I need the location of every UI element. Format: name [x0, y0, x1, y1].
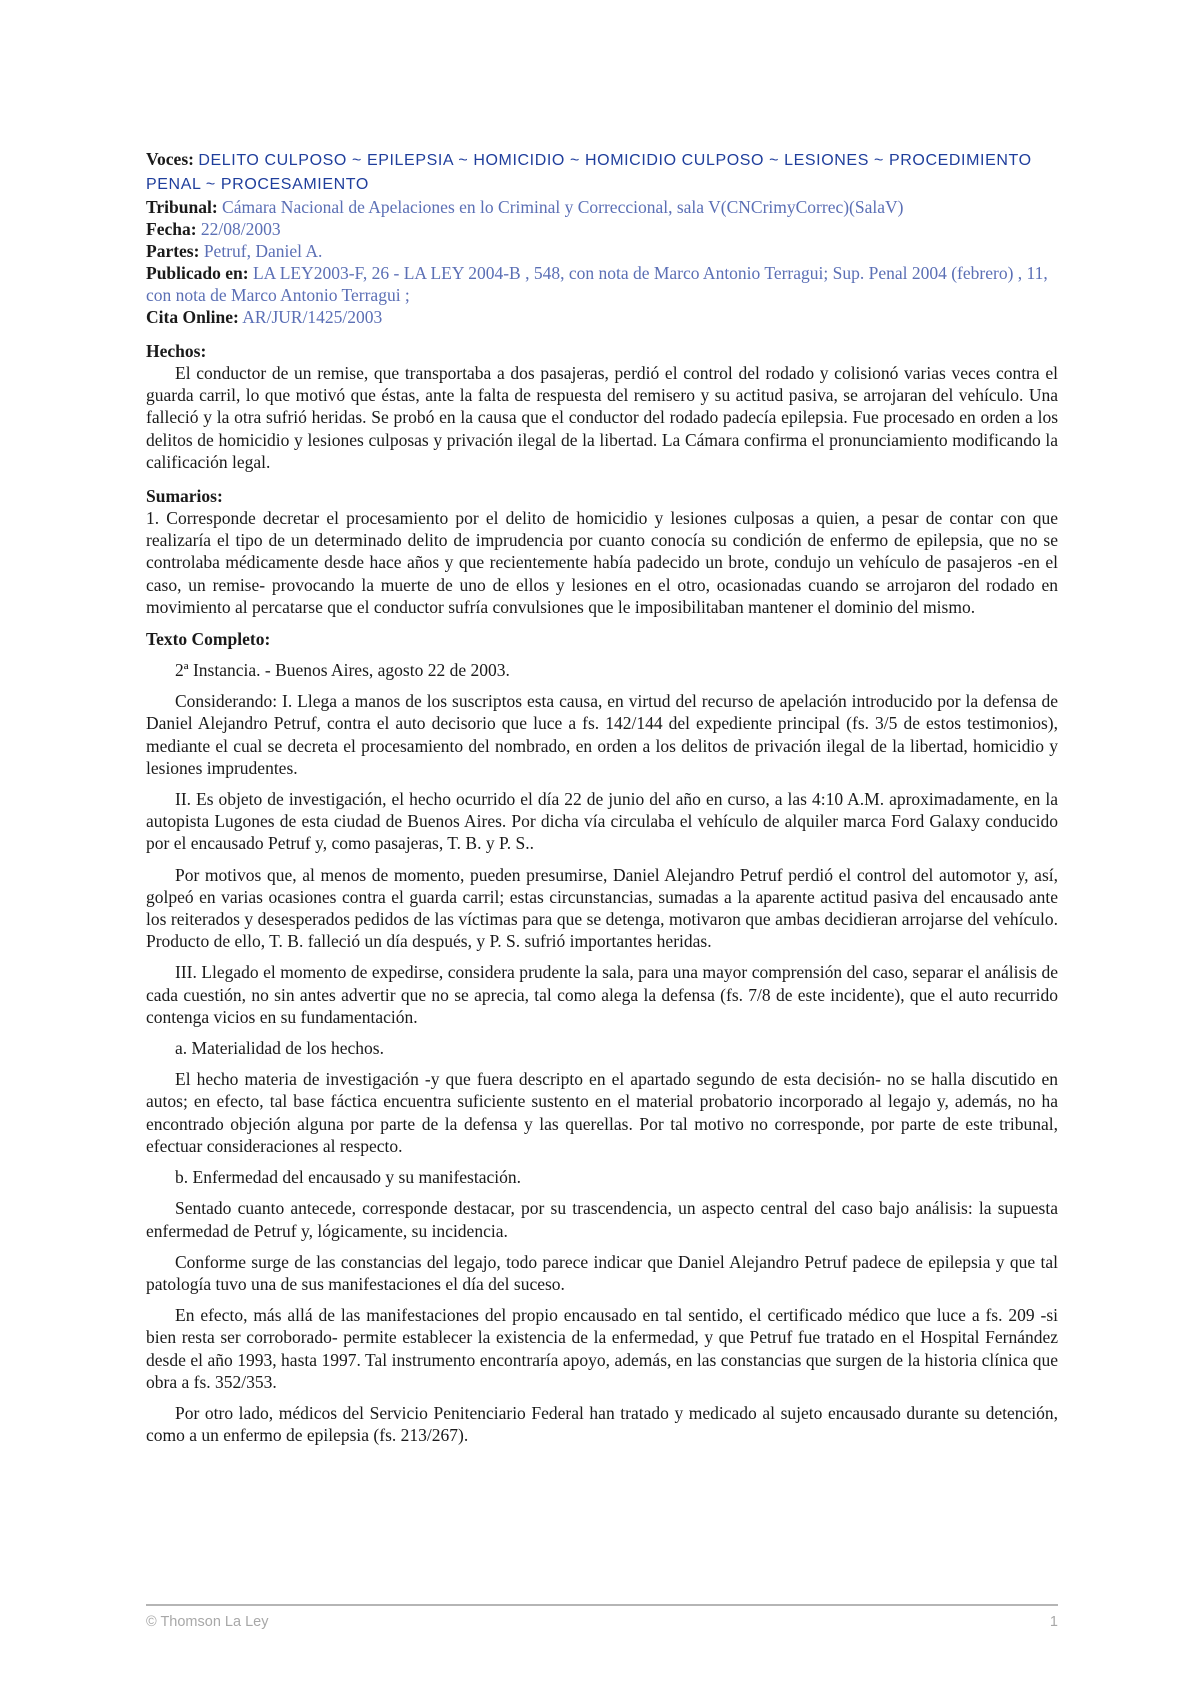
cita-row [146, 306, 1058, 328]
texto-paragraph: III. Llegado el momento de expedirse, considera prudente la sala, para una mayor comprensión del caso, separar el análisis de cada cuestión, no sin antes advertir que no se aprecia, tal como alega la defensa (fs. 7/8 de este incidente), que el auto recurrido contenga vicios en su fundamentación. [146, 962, 1058, 1027]
footer-copyright: © Thomson La Ley [146, 1614, 269, 1630]
page-footer [146, 1614, 1058, 1630]
texto-paragraph: En efecto, más allá de las manifestaciones del propio encausado en tal sentido, el certificado médico que luce a fs. 209 -si bien resta ser corroborado- permite establecer la existencia de la enfermedad, y que Petruf fue tratado en el Hospital Fernández desde el año 1993, hasta 1997. Tal instrumento encontraría apoyo, además, en las constancias que surgen de la historia clínica que obra a fs. 352/353. [146, 1305, 1058, 1392]
texto-paragraph: Considerando: I. Llega a manos de los suscriptos esta causa, en virtud del recurso de apelación introducido por la defensa de Daniel Alejandro Petruf, contra el auto decisorio que luce a fs. 142/144 del expediente principal (fs. 3/5 de estos testimonios), mediante el cual se decreta el procesamiento del nombrado, en orden a los delitos de privación ilegal de la libertad, homicidio y lesiones imprudentes. [146, 691, 1058, 778]
voces-row [146, 148, 1058, 196]
fecha-row [146, 218, 1058, 240]
publicado-value: LA LEY2003-F, 26 - LA LEY 2004-B , 548, con nota de Marco Antonio Terragui; Sup. Penal 2004 (febrero) , 11, con nota de Marco Antonio Terragui ; [146, 263, 1048, 305]
page-number: 1 [1049, 1614, 1058, 1630]
document-page [146, 148, 1058, 1446]
texto-paragraph: b. Enfermedad del encausado y su manifestación. [175, 1167, 521, 1188]
publicado-row [146, 262, 1058, 306]
cita-value: AR/JUR/1425/2003 [242, 307, 383, 327]
texto-paragraph: Por motivos que, al menos de momento, pueden presumirse, Daniel Alejandro Petruf perdió el control del automotor y, así, golpeó en varias ocasiones contra el guarda carril; estas circunstancias, sumadas a la aparente actitud pasiva del encausado ante los reiterados y desesperados pedidos de las víctimas para que se detenga, motivaron que ambas decidieran arrojarse del vehículo. Producto de ello, T. B. falleció un día después, y P. S. sufrió importantes heridas. [146, 864, 1058, 952]
texto-paragraph: Por otro lado, médicos del Servicio Penitenciario Federal han tratado y medicado al sujeto encausado durante su detención, como a un enfermo de epilepsia (fs. 213/267). [146, 1402, 1058, 1446]
voces-label: Voces: [146, 149, 194, 169]
tribunal-value: Cámara Nacional de Apelaciones en lo Criminal y Correccional, sala V(CNCrimyCorrec)(SalaV) [222, 197, 904, 217]
tribunal-row [146, 196, 1058, 218]
hechos-text: El conductor de un remise, que transportaba a dos pasajeras, perdió el control del rodado y colisionó varias veces contra el guarda carril, lo que motivó que éstas, ante la falta de respuesta del remisero y su actitud pasiva, se arrojaran del vehículo. Una falleció y la otra sufrió heridas. Se probó en la causa que el conductor del rodado padecía epilepsia. Fue procesado en orden a los delitos de homicidio y lesiones culposas y privación ilegal de la libertad. La Cámara confirma el pronunciamiento modificando la calificación legal. [146, 363, 1058, 472]
partes-value: Petruf, Daniel A. [203, 241, 323, 261]
fecha-value: 22/08/2003 [200, 219, 281, 239]
tribunal-label: Tribunal: [146, 197, 218, 217]
texto-paragraph: Sentado cuanto antecede, corresponde destacar, por su trascendencia, un aspecto central del caso bajo análisis: la supuesta enfermedad de Petruf y, lógicamente, su incidencia. [146, 1198, 1058, 1241]
hechos-heading: Hechos: [146, 341, 207, 361]
texto-paragraph: a. Materialidad de los hechos. [175, 1038, 384, 1059]
sumarios-heading: Sumarios: [146, 486, 223, 507]
texto-paragraph: 2ª Instancia. - Buenos Aires, agosto 22 de 2003. [175, 660, 510, 681]
partes-label: Partes: [146, 241, 200, 261]
texto-paragraph: II. Es objeto de investigación, el hecho ocurrido el día 22 de junio del año en curso, a las 4:10 A.M. aproximadamente, en la autopista Lugones de esta ciudad de Buenos Aires. Por dicha vía circulaba el vehículo de alquiler marca Ford Galaxy conducido por el encausado Petruf y, como pasajeras, T. B. y P. S.. [146, 789, 1058, 854]
document-metadata [146, 148, 1058, 328]
sumarios-text: 1. Corresponde decretar el procesamiento por el delito de homicidio y lesiones culposas a quien, a pesar de contar con que realizaría el tipo de un determinado delito de imprudencia por cuanto conocía su condición de enfermo de epilepsia, que no se controlaba médicamente desde hace años y que recientemente había padecido un brote, condujo un vehículo de pasajeros -en el caso, un remise- provocando la muerte de uno de ellos y lesiones en el otro, ocasionadas cuando se arrojaron del rodado en movimiento al percatarse que el conductor sufría convulsiones que le imposibilitaban mantener el dominio del mismo. [146, 508, 1058, 617]
texto-paragraph: El hecho materia de investigación -y que fuera descripto en el apartado segundo de esta decisión- no se halla discutido en autos; en efecto, tal base fáctica encuentra suficiente sustento en el material probatorio incorporado al legajo y, además, no ha encontrado objeción alguna por parte de la defensa y las querellas. Por tal motivo no corresponde, por parte de este tribunal, efectuar consideraciones al respecto. [146, 1069, 1058, 1156]
texto-paragraph: Conforme surge de las constancias del legajo, todo parece indicar que Daniel Alejandro Petruf padece de epilepsia y que tal patología tuvo una de sus manifestaciones el día del suceso. [146, 1251, 1058, 1294]
partes-row [146, 240, 1058, 262]
fecha-label: Fecha: [146, 219, 197, 239]
voces-value: DELITO CULPOSO ~ EPILEPSIA ~ HOMICIDIO ~ HOMICIDIO CULPOSO ~ LESIONES ~ PROCEDIMIENTO PENAL ~ PROCESAMIENTO [146, 152, 1032, 193]
footer-divider [146, 1604, 1058, 1606]
cita-label: Cita Online: [146, 307, 239, 327]
publicado-label: Publicado en: [146, 263, 249, 283]
texto-completo-heading: Texto Completo: [146, 629, 271, 650]
